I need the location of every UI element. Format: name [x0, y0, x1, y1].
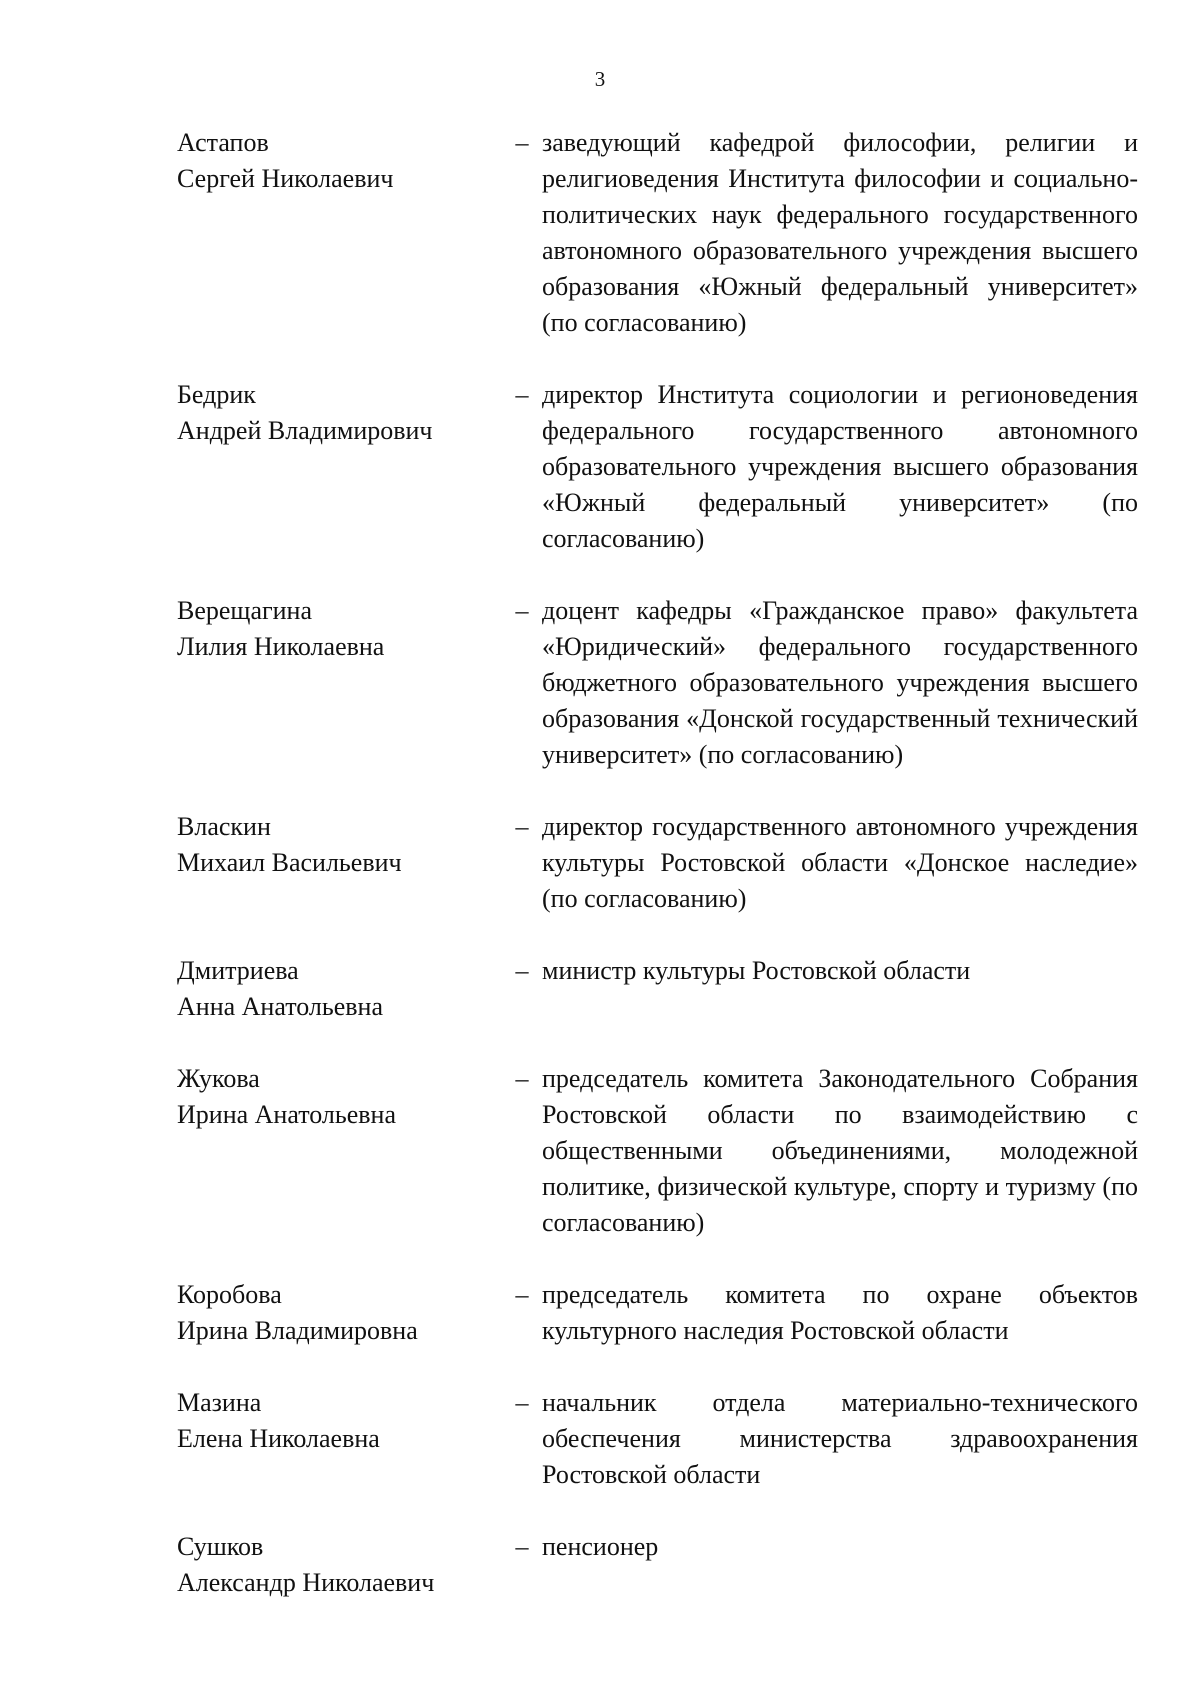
dash-separator: –	[515, 956, 529, 985]
member-surname: Мазина	[177, 1388, 262, 1417]
member-position: доцент кафедры «Гражданское право» факультета «Юридический» федерального государственного бюджетного образовательного учреждения высшего образования «Донской государственный технический университет» (по согласованию)	[542, 596, 1138, 769]
member-name	[177, 1529, 507, 1601]
member-name	[177, 953, 507, 1025]
list-item	[177, 809, 1137, 917]
member-given-names: Михаил Васильевич	[177, 848, 402, 877]
member-position: председатель комитета по охране объектов культурного наследия Ростовской области	[542, 1280, 1138, 1345]
member-given-names: Анна Анатольевна	[177, 992, 383, 1021]
member-position: министр культуры Ростовской области	[542, 956, 971, 985]
member-position: заведующий кафедрой философии, религии и религиоведения Института философии и социально-политических наук федерального государственного автономного образовательного учреждения высшего образования «Южный федеральный университет» (по согласованию)	[542, 128, 1138, 337]
member-name	[177, 125, 507, 197]
list-item	[177, 593, 1137, 773]
page-number: 3	[594, 67, 606, 91]
member-given-names: Ирина Анатольевна	[177, 1100, 396, 1129]
member-position: пенсионер	[542, 1532, 659, 1561]
member-name	[177, 593, 507, 665]
list-item	[177, 125, 1137, 341]
list-item	[177, 377, 1137, 557]
member-surname: Дмитриева	[177, 956, 299, 985]
member-surname: Жукова	[177, 1064, 260, 1093]
member-name	[177, 377, 507, 449]
dash-separator: –	[515, 1064, 529, 1093]
member-name	[177, 1277, 507, 1349]
member-given-names: Андрей Владимирович	[177, 416, 433, 445]
list-item	[177, 1385, 1137, 1493]
member-name	[177, 1385, 507, 1457]
member-given-names: Елена Николаевна	[177, 1424, 380, 1453]
member-given-names: Александр Николаевич	[177, 1568, 435, 1597]
member-surname: Сушков	[177, 1532, 264, 1561]
dash-separator: –	[515, 1532, 529, 1561]
member-name	[177, 1061, 507, 1133]
member-given-names: Ирина Владимировна	[177, 1316, 418, 1345]
member-surname: Верещагина	[177, 596, 313, 625]
list-item	[177, 953, 1137, 1025]
member-position: начальник отдела материально-технического обеспечения министерства здравоохранения Ростовской области	[542, 1388, 1138, 1489]
member-surname: Астапов	[177, 128, 269, 157]
list-item	[177, 1277, 1137, 1349]
dash-separator: –	[515, 1280, 529, 1309]
dash-separator: –	[515, 596, 529, 625]
list-item	[177, 1529, 1137, 1601]
member-given-names: Сергей Николаевич	[177, 164, 394, 193]
member-position: председатель комитета Законодательного Собрания Ростовской области по взаимодействию с общественными объединениями, молодежной политике, физической культуре, спорту и туризму (по согласованию)	[542, 1064, 1138, 1237]
dash-separator: –	[515, 812, 529, 841]
member-list	[177, 125, 1137, 1637]
dash-separator: –	[515, 380, 529, 409]
member-surname: Бедрик	[177, 380, 256, 409]
dash-separator: –	[515, 128, 529, 157]
member-name	[177, 809, 507, 881]
dash-separator: –	[515, 1388, 529, 1417]
list-item	[177, 1061, 1137, 1241]
member-surname: Коробова	[177, 1280, 282, 1309]
member-position: директор государственного автономного учреждения культуры Ростовской области «Донское наследие» (по согласованию)	[542, 812, 1138, 913]
member-surname: Власкин	[177, 812, 271, 841]
member-given-names: Лилия Николаевна	[177, 632, 385, 661]
member-position: директор Института социологии и регионоведения федерального государственного автономного образовательного учреждения высшего образования «Южный федеральный университет» (по согласованию)	[542, 380, 1138, 553]
